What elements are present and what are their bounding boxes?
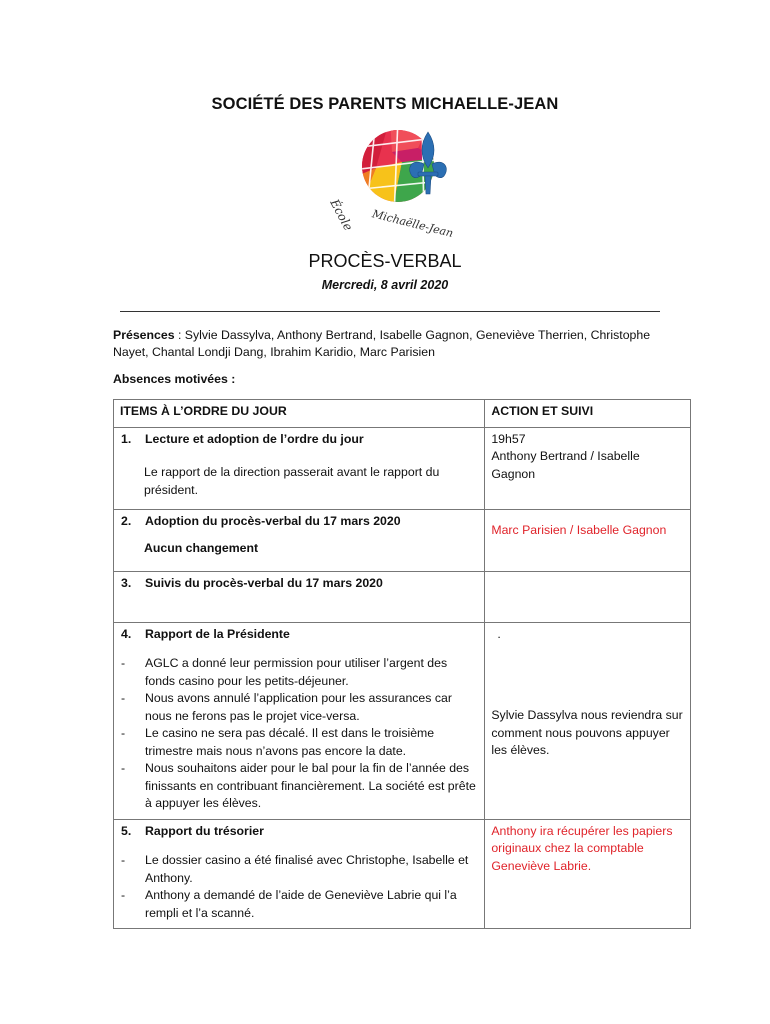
presences-list: Sylvie Dassylva, Anthony Bertrand, Isabelle Gagnon, Geneviève Therrien, Christophe Nayet, Chantal Londji Dang, Ibrahim Karidio, Marc Parisien xyxy=(113,328,651,359)
item-number: 4. xyxy=(121,626,132,641)
bullet-list xyxy=(120,852,478,922)
item-number: 3. xyxy=(121,575,132,590)
bullet-list xyxy=(120,655,478,813)
item-number: 5. xyxy=(121,823,132,838)
action-cell-1 xyxy=(485,427,691,509)
action-text: Anthony ira récupérer les papiers originaux chez la comptable Geneviève Labrie. xyxy=(491,823,673,873)
item-title: Rapport de la Présidente xyxy=(145,626,290,641)
agenda-item-4 xyxy=(114,622,485,819)
school-logo xyxy=(327,118,458,241)
item-number: 2. xyxy=(121,513,132,528)
meeting-date: Mercredi, 8 avril 2020 xyxy=(321,278,449,292)
presences-label: Présences xyxy=(113,328,175,342)
agenda-item-1 xyxy=(114,427,485,509)
document-subtitle: PROCÈS-VERBAL xyxy=(308,251,462,271)
agenda-item-3 xyxy=(114,571,485,622)
svg-text:Michaëlle-Jean: Michaëlle-Jean xyxy=(370,207,455,241)
list-item: - Anthony a demandé de l’aide de Geneviève Labrie qui l’a rempli et l’a scanné. xyxy=(121,888,457,920)
action-text: Anthony Bertrand / Isabelle Gagnon xyxy=(491,449,640,481)
action-time: 19h57 xyxy=(491,431,526,446)
svg-text:École: École xyxy=(327,196,356,234)
column-header-items: ITEMS À L’ORDRE DU JOUR xyxy=(114,400,485,428)
action-cell-2 xyxy=(485,509,691,571)
table-row xyxy=(114,427,691,509)
absences-label: Absences motivées : xyxy=(113,372,236,386)
table-row xyxy=(114,571,691,622)
list-item: - Nous avons annulé l’application pour les assurances car nous ne ferons pas le projet vice-versa. xyxy=(121,691,452,723)
item-note: Le rapport de la direction passerait avant le rapport du président. xyxy=(144,465,440,497)
table-header-row xyxy=(114,400,691,428)
presences-separator: : xyxy=(174,328,185,342)
agenda-table xyxy=(113,399,691,929)
item-number: 1. xyxy=(121,431,132,446)
document-title: SOCIÉTÉ DES PARENTS MICHAELLE-JEAN xyxy=(211,95,559,113)
column-header-action: ACTION ET SUIVI xyxy=(485,400,691,428)
item-title: Lecture et adoption de l’ordre du jour xyxy=(145,431,364,446)
action-text: Marc Parisien / Isabelle Gagnon xyxy=(491,522,667,537)
action-cell-4 xyxy=(485,622,691,819)
table-row xyxy=(114,622,691,819)
item-title: Suivis du procès-verbal du 17 mars 2020 xyxy=(145,575,383,590)
agenda-item-2 xyxy=(114,509,485,571)
action-cell-5 xyxy=(485,819,691,929)
table-row xyxy=(114,819,691,929)
item-note: Aucun changement xyxy=(144,541,259,555)
list-item: - Nous souhaitons aider pour le bal pour la fin de l’année des finissants en contribuant financièrement. La société est prête à appuyer les élèves. xyxy=(121,761,476,810)
table-row xyxy=(114,509,691,571)
presences-paragraph xyxy=(113,327,653,360)
list-item: - Le casino ne sera pas décalé. Il est dans le troisième trimestre mais nous n’avons pas encore la date. xyxy=(121,726,435,758)
list-item: - Le dossier casino a été finalisé avec Christophe, Isabelle et Anthony. xyxy=(121,853,469,885)
action-cell-3 xyxy=(485,571,691,622)
item-title: Rapport du trésorier xyxy=(145,823,264,838)
horizontal-rule xyxy=(120,311,660,312)
list-item: - AGLC a donné leur permission pour utiliser l’argent des fonds casino pour les petits-déjeuner. xyxy=(121,656,448,688)
item-title: Adoption du procès-verbal du 17 mars 2020 xyxy=(145,513,401,528)
action-text: Sylvie Dassylva nous reviendra sur comment nous pouvons appuyer les élèves. xyxy=(491,708,683,757)
agenda-item-5 xyxy=(114,819,485,929)
action-dot: . xyxy=(497,626,501,641)
